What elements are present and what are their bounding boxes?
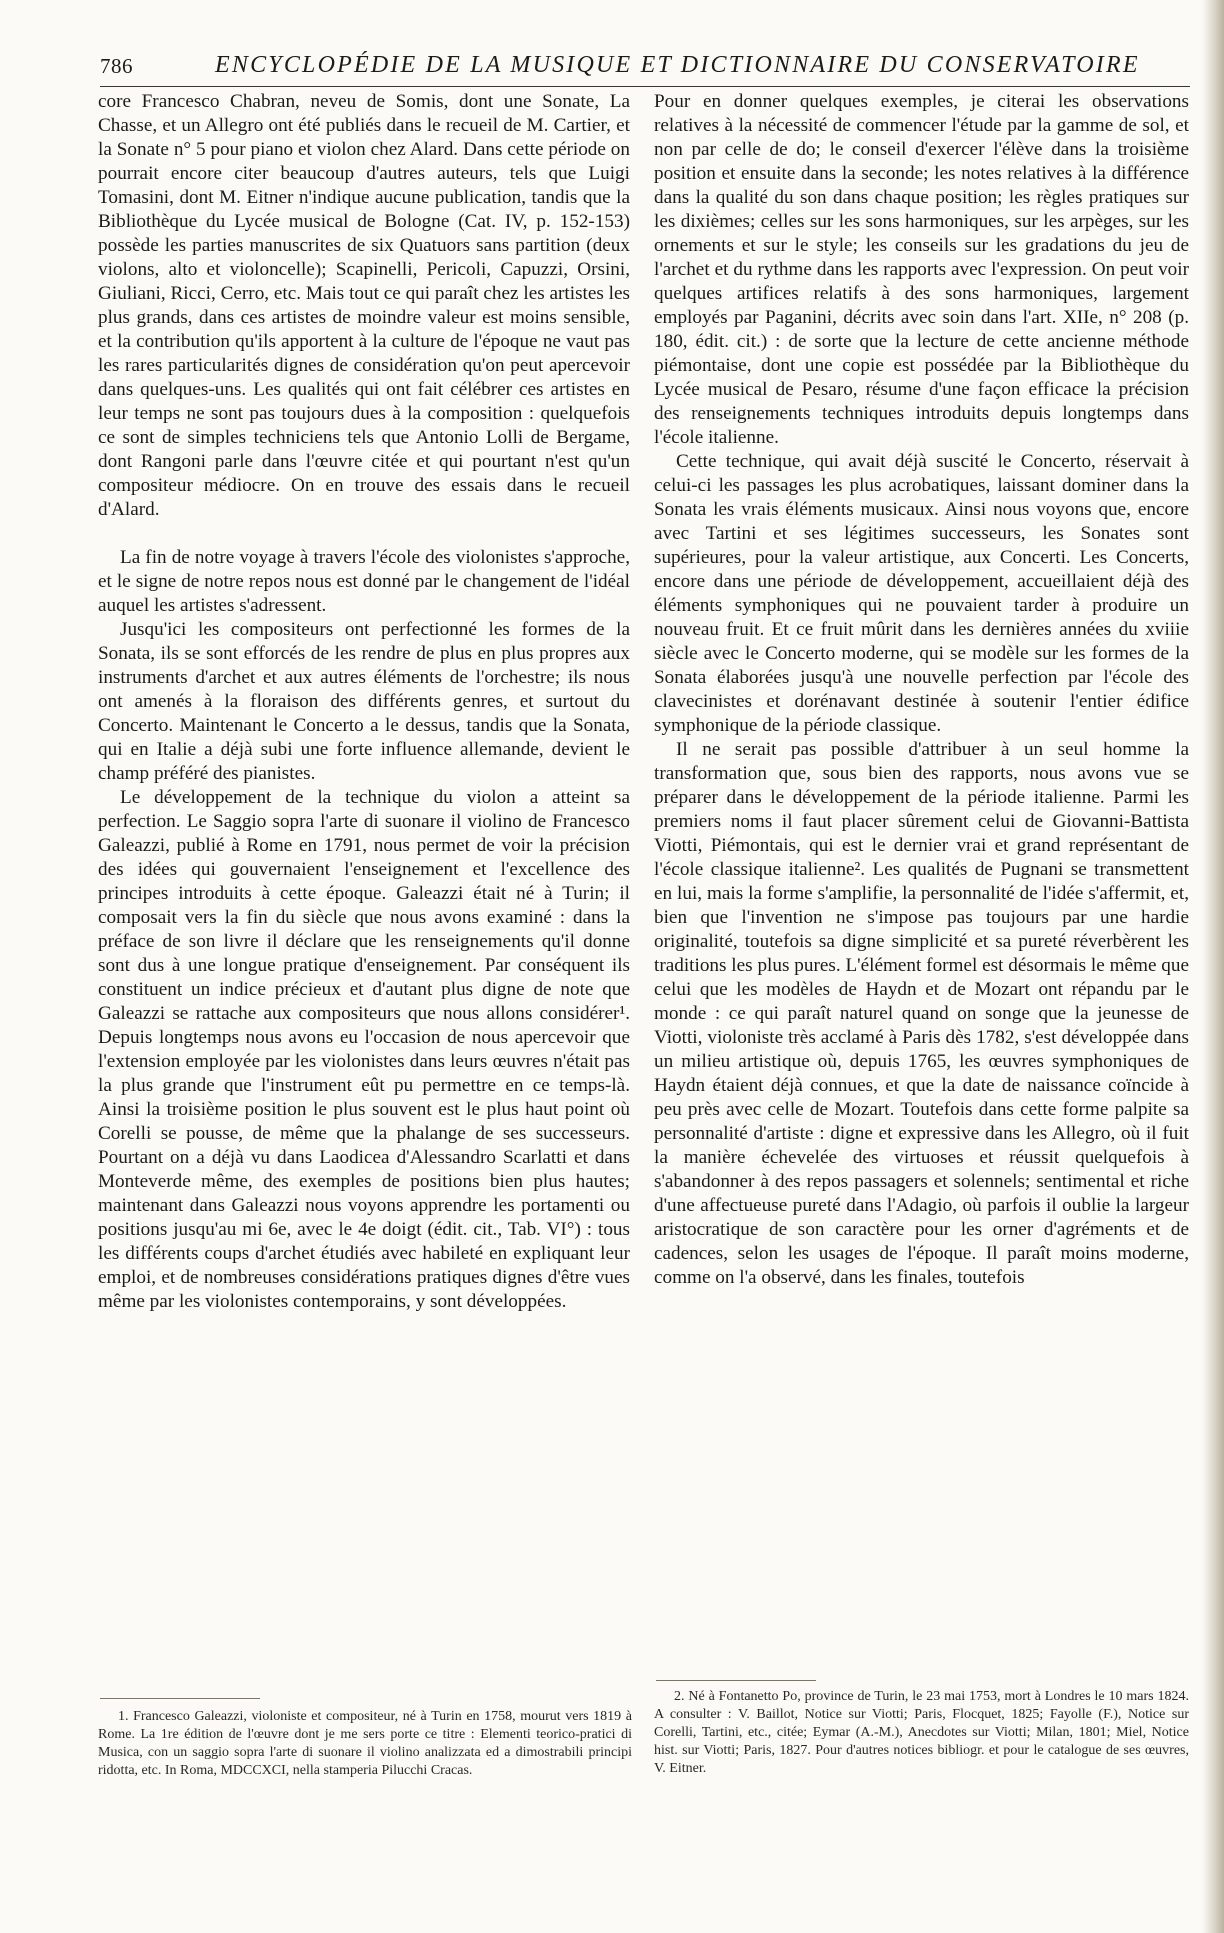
footnote-1: 1. Francesco Galeazzi, violoniste et compositeur, né à Turin en 1758, mourut vers 1819 à Rome. La 1re édition de l'œuvre dont je me sers porte ce titre : Elementi teorico-pratici di Musica, con un saggio sopra l'arte di suonare il violino analizzata ed a dimostrabili principi ridotta, etc. In Roma, MDCCXCI, nella stamperia Pilucchi Cracas. bbox=[98, 1709, 632, 1778]
running-title: ENCYCLOPÉDIE DE LA MUSIQUE ET DICTIONNAIRE DU CONSERVATOIRE bbox=[215, 52, 1140, 78]
left-footnote bbox=[98, 1708, 632, 1780]
right-column bbox=[654, 90, 1189, 1290]
right-paragraph-1: Pour en donner quelques exemples, je citerai les observations relatives à la nécessité de commencer l'étude par la gamme de sol, et non par celle de do; le conseil d'exercer l'élève dans la troisième position et ensuite dans la seconde; les notes relatives à la différence dans la qualité du son dans chaque position; les règles pratiques sur les dixièmes; celles sur les sons harmoniques, sur les arpèges, sur les ornements et sur le style; les conseils sur les gradations du jeu de l'archet et du rythme dans les rapports avec l'expression. On peut voir quelques artifices relatifs à des sons harmoniques, largement employés par Paganini, décrits avec soin dans l'art. XIIe, n° 208 (p. 180, édit. cit.) : de sorte que la lecture de cette ancienne méthode piémontaise, dont une copie est possédée par la Bibliothèque du Lycée musical de Pesaro, résume d'une façon efficace la précision des renseignements techniques introduits depuis longtemps dans l'école italienne. bbox=[654, 91, 1189, 448]
left-paragraph-1: core Francesco Chabran, neveu de Somis, dont une Sonate, La Chasse, et un Allegro ont été publiés dans le recueil de M. Cartier, et la Sonate n° 5 pour piano et violon chez Alard. Dans cette période on pourrait encore citer beaucoup d'autres auteurs, tels que Luigi Tomasini, dont M. Eitner n'indique aucune publication, tandis que la Bibliothèque du Lycée musical de Bologne (Cat. IV, p. 152-153) possède les parties manuscrites de six Quatuors sans partition (deux violons, alto et violoncelle); Scapinelli, Pericoli, Capuzzi, Orsini, Giuliani, Ricci, Cerro, etc. Mais tout ce qui paraît chez les artistes les plus grands, dans ces artistes de moindre valeur est moins sensible, et la contribution qu'ils apportent à la culture de l'époque ne vaut pas les rares particularités dignes de considération qu'on peut apercevoir dans quelques-uns. Les qualités qui ont fait célébrer ces artistes en leur temps ne sont pas toujours dues à la composition : quelquefois ce sont de simples techniciens tels que Antonio Lolli de Bergame, dont Rangoni parle dans l'œuvre citée et qui pourtant n'est qu'un compositeur médiocre. On en trouve des essais dans le recueil d'Alard. bbox=[98, 91, 630, 520]
page-number: 786 bbox=[100, 54, 133, 78]
right-paragraph-3: Il ne serait pas possible d'attribuer à un seul homme la transformation que, sous bien des rapports, nous avons vue se préparer dans le développement de la période italienne. Parmi les premiers noms il faut placer sûrement celui de Giovanni-Battista Viotti, Piémontais, qui est le dernier vrai et grand représentant de l'école classique italienne². Les qualités de Pugnani se transmettent en lui, mais la forme s'amplifie, la personnalité de l'idée s'affermit, et, bien que l'invention ne s'impose pas toujours par une hardie originalité, toutefois sa digne simplicité et sa pureté réverbèrent les traditions les plus pures. L'élément formel est désormais le même que celui que les modèles de Haydn et de Mozart ont répandu par le monde : ce qui paraît naturel quand on songe que la jeunesse de Viotti, violoniste très acclamé à Paris dès 1782, s'est développée dans un milieu artistique où, depuis 1765, les œuvres symphoniques de Haydn étaient déjà connues, et que la date de naissance coïncide à peu près avec celle de Mozart. Toutefois dans cette forme palpite sa personnalité d'artiste : digne et expressive dans les Allegro, où il fuit la manière échevelée des virtuoses et réussit quelquefois à s'abandonner à des repos passagers et solennels; sentimental et riche d'une affectueuse pureté dans l'Adagio, où parfois il oublie la largeur aristocratique de son caractère pour les orner d'agréments et de cadences, selon les usages de l'époque. Il paraît moins moderne, comme on l'a observé, dans les finales, toutefois bbox=[654, 739, 1189, 1288]
left-column bbox=[98, 90, 630, 1314]
right-footnote bbox=[654, 1688, 1189, 1778]
left-footnote-rule bbox=[100, 1698, 260, 1699]
page-edge-shadow bbox=[1202, 0, 1224, 1933]
left-paragraph-3: Jusqu'ici les compositeurs ont perfectionné les formes de la Sonata, ils se sont efforcés de les rendre de plus en plus propres aux instruments d'archet et aux autres éléments de l'orchestre; ils nous ont amenés à la floraison des différents genres, et surtout du Concerto. Maintenant le Concerto a le dessus, tandis que la Sonata, qui en Italie a déjà subi une forte influence allemande, devient le champ préféré des pianistes. bbox=[98, 619, 630, 784]
right-footnote-rule bbox=[656, 1680, 816, 1681]
page-header bbox=[100, 52, 1190, 87]
left-paragraph-4: Le développement de la technique du violon a atteint sa perfection. Le Saggio sopra l'arte di suonare il violino de Francesco Galeazzi, publié à Rome en 1791, nous permet de voir la précision des idées qui gouvernaient l'enseignement et l'excellence des principes introduits à cette époque. Galeazzi était né à Turin; il composait vers la fin du siècle que nous avons examiné : dans la préface de son livre il déclare que les renseignements qu'il donne sont dus à une longue pratique d'enseignement. Par conséquent ils constituent un indice précieux et d'autant plus digne de note que Galeazzi se rattache aux compositeurs que nous allons considérer¹. Depuis longtemps nous avons eu l'occasion de nous apercevoir que l'extension employée par les violonistes dans leurs œuvres n'était pas la plus grande que l'instrument eût pu permettre en ce temps-là. Ainsi la troisième position le plus souvent est le plus haut point où Corelli se pousse, de même que la phalange de ses successeurs. Pourtant on a déjà vu dans Laodicea d'Alessandro Scarlatti et dans Monteverde même, des exemples de positions bien plus hautes; maintenant dans Galeazzi nous voyons apprendre les portamenti ou positions jusqu'au mi 6e, avec le 4e doigt (édit. cit., Tab. VI°) : tous les différents coups d'archet étudiés avec habileté en expliquant leur emploi, et de nombreuses considérations pratiques dignes d'être vues même par les violonistes contemporains, y sont développées. bbox=[98, 787, 630, 1312]
right-paragraph-2: Cette technique, qui avait déjà suscité le Concerto, réservait à celui-ci les passages les plus acrobatiques, laissant dominer dans la Sonata les vrais éléments musicaux. Ainsi nous voyons que, encore avec Tartini et ses légitimes successeurs, les Sonates sont supérieures, pour la valeur artistique, aux Concerti. Les Concerts, encore dans une période de développement, accueillaient déjà des éléments symphoniques qui ne pouvaient tarder à produire un nouveau fruit. Et ce fruit mûrit dans les dernières années du xviiie siècle avec le Concerto moderne, qui se modèle sur les formes de la Sonata élaborées jusqu'à une nouvelle perfection par l'école des clavecinistes et dorénavant destinée à soutenir l'entier édifice symphonique de la période classique. bbox=[654, 451, 1189, 736]
left-paragraph-2: La fin de notre voyage à travers l'école des violonistes s'approche, et le signe de notre repos nous est donné par le changement de l'idéal auquel les artistes s'adressent. bbox=[98, 547, 630, 616]
footnote-2: 2. Né à Fontanetto Po, province de Turin, le 23 mai 1753, mort à Londres le 10 mars 1824. A consulter : V. Baillot, Notice sur Viotti; Paris, Flocquet, 1825; Fayolle (F.), Notice sur Corelli, Tartini, etc., citée; Eymar (A.-M.), Anecdotes sur Viotti; Milan, 1801; Miel, Notice hist. sur Viotti; Paris, 1827. Pour d'autres notices bibliogr. et pour le catalogue de ses œuvres, V. Eitner. bbox=[654, 1689, 1189, 1776]
